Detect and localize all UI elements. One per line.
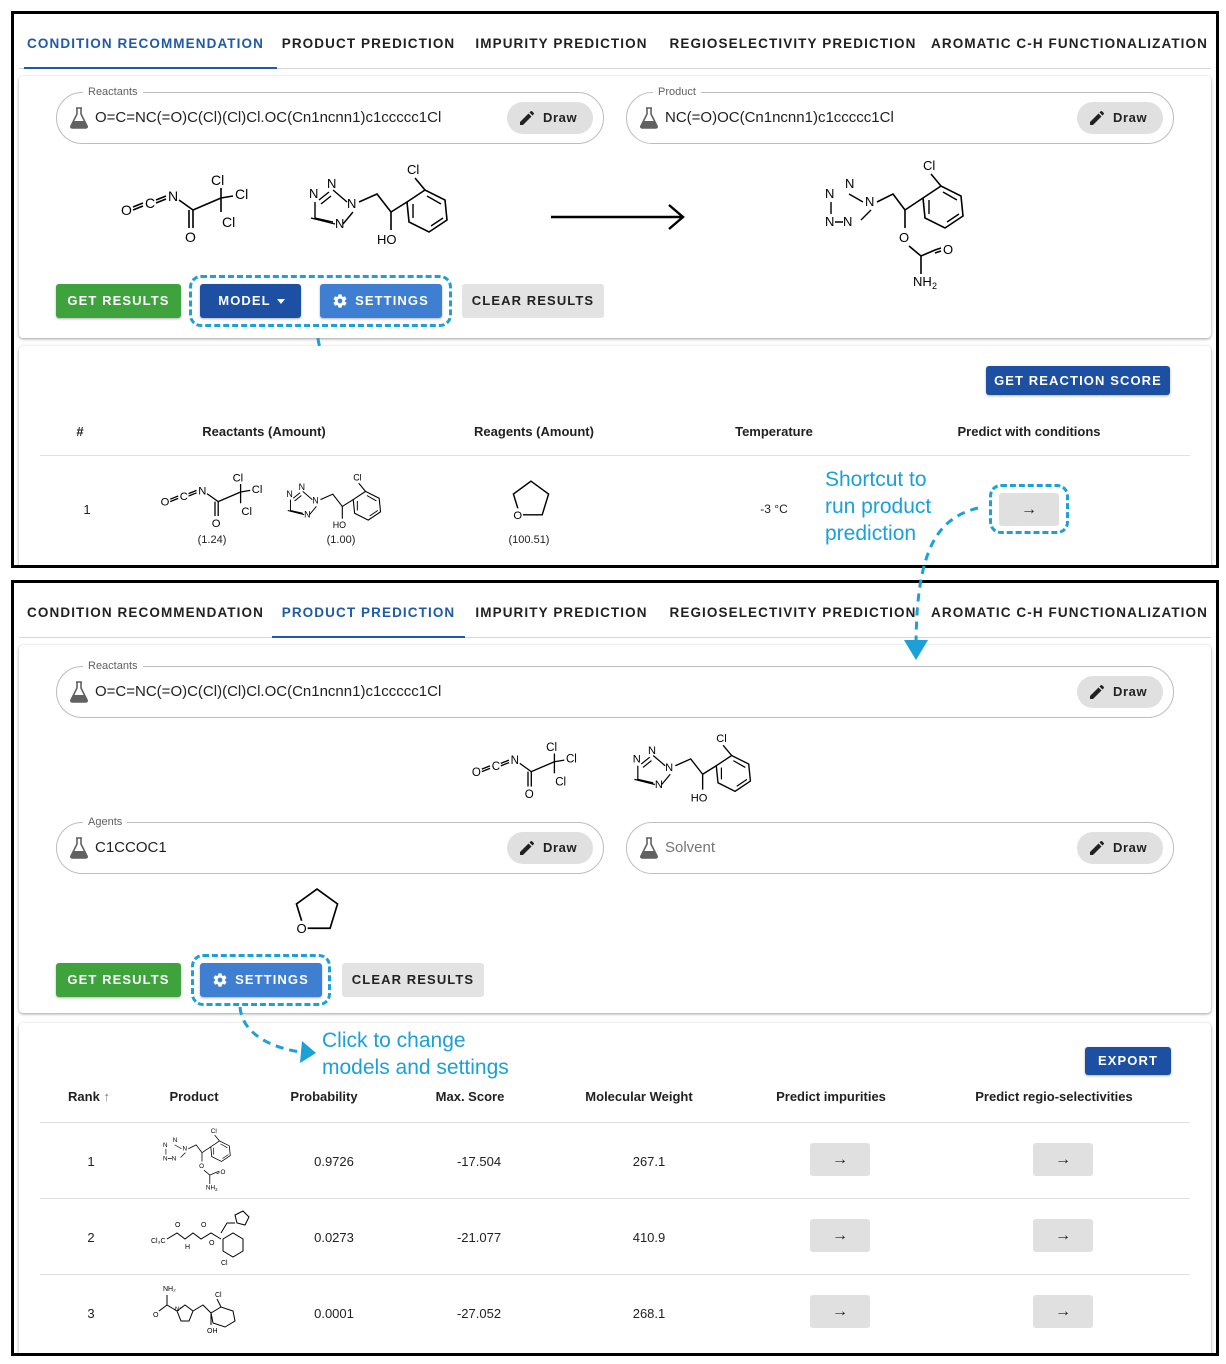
col-header-reagents: Reagents (Amount) xyxy=(474,424,594,439)
tab-bar xyxy=(19,588,1211,638)
reactant-amount: (1.24) xyxy=(197,534,227,546)
callout-line: prediction xyxy=(825,522,917,545)
clear-results-button[interactable]: CLEAR RESULTS xyxy=(462,284,604,318)
col-header-rank[interactable] xyxy=(59,1089,119,1104)
callout-arrow xyxy=(234,1003,334,1073)
flask-icon xyxy=(69,837,89,859)
max-score-value: -21.077 xyxy=(456,1230,502,1245)
max-score-value: -17.504 xyxy=(456,1154,502,1169)
molecular-weight-value: 268.1 xyxy=(632,1306,666,1321)
model-settings-highlight xyxy=(189,275,452,327)
arrow-right-icon: → xyxy=(1055,1151,1071,1168)
pencil-icon xyxy=(1090,111,1104,125)
tab-aromatic-ch-functionalization[interactable]: AROMATIC C-H FUNCTIONALIZATION xyxy=(931,36,1208,51)
get-results-button[interactable]: GET RESULTS xyxy=(56,284,181,318)
predict-regioselectivities-button[interactable] xyxy=(1033,1295,1093,1328)
arrow-right-icon: → xyxy=(1055,1227,1071,1244)
tab-condition-recommendation[interactable]: CONDITION RECOMMENDATION xyxy=(27,36,264,51)
product-input[interactable]: NC(=O)OC(Cn1ncnn1)c1ccccc1Cl xyxy=(665,109,894,126)
product-structure-thumb xyxy=(151,1205,261,1265)
flask-icon xyxy=(69,107,89,129)
reactants-field[interactable] xyxy=(56,660,1174,718)
row-divider xyxy=(40,1274,1190,1275)
draw-reactants-button[interactable] xyxy=(507,102,593,134)
col-header-probability: Probability xyxy=(290,1089,358,1104)
arrow-right-icon: → xyxy=(1055,1303,1071,1320)
tetrazole-alcohol-structure xyxy=(307,162,477,252)
condition-recommendation-panel xyxy=(11,11,1219,568)
results-card xyxy=(19,1023,1211,1356)
active-tab-indicator xyxy=(24,67,277,69)
reactants-input[interactable]: O=C=NC(=O)C(Cl)(Cl)Cl.OC(Cn1ncnn1)c1ccccc1Cl xyxy=(95,683,442,700)
carbamate-product-structure xyxy=(825,158,985,288)
probability-value: 0.9726 xyxy=(314,1154,354,1169)
reactants-input[interactable]: O=C=NC(=O)C(Cl)(Cl)Cl.OC(Cn1ncnn1)c1ccccc1Cl xyxy=(95,109,442,126)
tab-impurity-prediction[interactable]: IMPURITY PREDICTION xyxy=(475,605,648,620)
pencil-icon xyxy=(520,841,534,855)
solvent-field[interactable] xyxy=(626,822,1174,874)
draw-label: Draw xyxy=(1113,684,1148,699)
draw-label: Draw xyxy=(1113,110,1148,125)
predict-regioselectivities-button[interactable] xyxy=(1033,1143,1093,1176)
col-header-predict-with-conditions: Predict with conditions xyxy=(957,424,1101,439)
settings-highlight xyxy=(191,954,331,1006)
arrow-right-icon: → xyxy=(832,1303,848,1320)
callout-line: run product xyxy=(825,495,932,518)
draw-solvent-button[interactable] xyxy=(1077,832,1163,864)
col-header-molecular-weight: Molecular Weight xyxy=(585,1089,693,1104)
rank-value: 1 xyxy=(87,1154,95,1169)
get-results-button[interactable]: GET RESULTS xyxy=(56,963,181,997)
shortcut-connector-arrow xyxy=(890,490,1000,670)
reagent-amount: (100.51) xyxy=(508,534,550,546)
callout-line: Shortcut to xyxy=(825,468,927,491)
pencil-icon xyxy=(1090,841,1104,855)
probability-value: 0.0273 xyxy=(314,1230,354,1245)
header-divider xyxy=(40,455,1190,456)
agents-label: Agents xyxy=(83,815,127,829)
callout-line: Click to change xyxy=(322,1029,466,1052)
flask-icon xyxy=(69,681,89,703)
reactant-amount: (1.00) xyxy=(326,534,356,546)
input-card xyxy=(19,645,1211,1013)
col-header-index: # xyxy=(76,424,84,439)
product-structure-thumb xyxy=(163,1127,241,1191)
predict-regioselectivities-button[interactable] xyxy=(1033,1219,1093,1252)
max-score-value: -27.052 xyxy=(456,1306,502,1321)
settings-label: SETTINGS xyxy=(355,293,429,308)
tab-product-prediction[interactable]: PRODUCT PREDICTION xyxy=(281,605,456,620)
active-tab-indicator xyxy=(272,636,465,638)
header-divider xyxy=(40,1122,1190,1123)
col-header-predict-impurities: Predict impurities xyxy=(776,1089,886,1104)
predict-impurities-button[interactable] xyxy=(810,1143,870,1176)
export-button[interactable]: EXPORT xyxy=(1085,1047,1171,1075)
thf-structure xyxy=(289,885,345,937)
isocyanate-structure xyxy=(469,737,587,803)
get-reaction-score-button[interactable]: GET REACTION SCORE xyxy=(986,366,1170,395)
draw-label: Draw xyxy=(543,110,578,125)
col-header-reactants: Reactants (Amount) xyxy=(202,424,326,439)
model-label: MODEL xyxy=(218,293,271,308)
rank-value: 2 xyxy=(87,1230,95,1245)
input-card xyxy=(19,76,1211,338)
reactant-tetrazole-thumb xyxy=(285,472,401,534)
tab-regioselectivity-prediction[interactable]: REGIOSELECTIVITY PREDICTION xyxy=(669,36,917,51)
draw-reactants-button[interactable] xyxy=(1077,676,1163,708)
reactant-isocyanate-thumb xyxy=(159,468,271,532)
settings-callout xyxy=(322,1027,509,1081)
solvent-input[interactable]: Solvent xyxy=(665,839,716,856)
arrow-right-icon: → xyxy=(832,1151,848,1168)
callout-line: models and settings xyxy=(322,1056,509,1079)
agents-input[interactable]: C1CCOC1 xyxy=(95,839,167,856)
tetrazole-alcohol-structure xyxy=(631,731,776,809)
arrow-right-icon: → xyxy=(1021,501,1037,518)
product-prediction-panel xyxy=(11,580,1219,1356)
probability-value: 0.0001 xyxy=(314,1306,354,1321)
tab-aromatic-ch-functionalization[interactable]: AROMATIC C-H FUNCTIONALIZATION xyxy=(931,605,1208,620)
flask-icon xyxy=(639,837,659,859)
shortcut-highlight xyxy=(989,484,1069,534)
results-card xyxy=(19,346,1211,568)
isocyanate-structure xyxy=(119,168,259,248)
reaction-arrow xyxy=(549,202,689,232)
product-label: Product xyxy=(653,85,701,99)
draw-agents-button[interactable] xyxy=(507,832,593,864)
product-structure-thumb xyxy=(151,1281,261,1341)
row-index: 1 xyxy=(83,502,91,517)
arrow-right-icon: → xyxy=(832,1227,848,1244)
settings-label: SETTINGS xyxy=(235,972,309,987)
reagent-thf-thumb xyxy=(507,478,555,522)
agents-field[interactable] xyxy=(56,816,604,874)
row-divider xyxy=(40,1198,1190,1199)
tab-regioselectivity-prediction[interactable]: REGIOSELECTIVITY PREDICTION xyxy=(669,605,917,620)
tab-condition-recommendation[interactable]: CONDITION RECOMMENDATION xyxy=(27,605,264,620)
predict-impurities-button[interactable] xyxy=(810,1295,870,1328)
tab-bar xyxy=(19,19,1211,69)
flask-icon xyxy=(639,107,659,129)
reactants-field[interactable] xyxy=(56,86,604,144)
rank-label: Rank xyxy=(68,1089,100,1104)
rank-value: 3 xyxy=(87,1306,95,1321)
pencil-icon xyxy=(520,111,534,125)
draw-label: Draw xyxy=(1113,840,1148,855)
clear-results-button[interactable]: CLEAR RESULTS xyxy=(342,963,484,997)
draw-label: Draw xyxy=(543,840,578,855)
col-header-max-score: Max. Score xyxy=(435,1089,505,1104)
reactants-label: Reactants xyxy=(83,659,143,673)
arrow-up-icon: ↑ xyxy=(103,1089,110,1104)
pencil-icon xyxy=(1090,685,1104,699)
col-header-predict-regioselectivities: Predict regio-selectivities xyxy=(975,1089,1133,1104)
draw-product-button[interactable] xyxy=(1077,102,1163,134)
product-field[interactable] xyxy=(626,86,1174,144)
molecular-weight-value: 410.9 xyxy=(632,1230,666,1245)
predict-impurities-button[interactable] xyxy=(810,1219,870,1252)
col-header-temperature: Temperature xyxy=(735,424,813,439)
reactants-label: Reactants xyxy=(83,85,143,99)
molecular-weight-value: 267.1 xyxy=(632,1154,666,1169)
col-header-product: Product xyxy=(169,1089,219,1104)
tab-impurity-prediction[interactable]: IMPURITY PREDICTION xyxy=(475,36,648,51)
temperature-value: -3 °C xyxy=(760,502,788,516)
tab-product-prediction[interactable]: PRODUCT PREDICTION xyxy=(281,36,456,51)
